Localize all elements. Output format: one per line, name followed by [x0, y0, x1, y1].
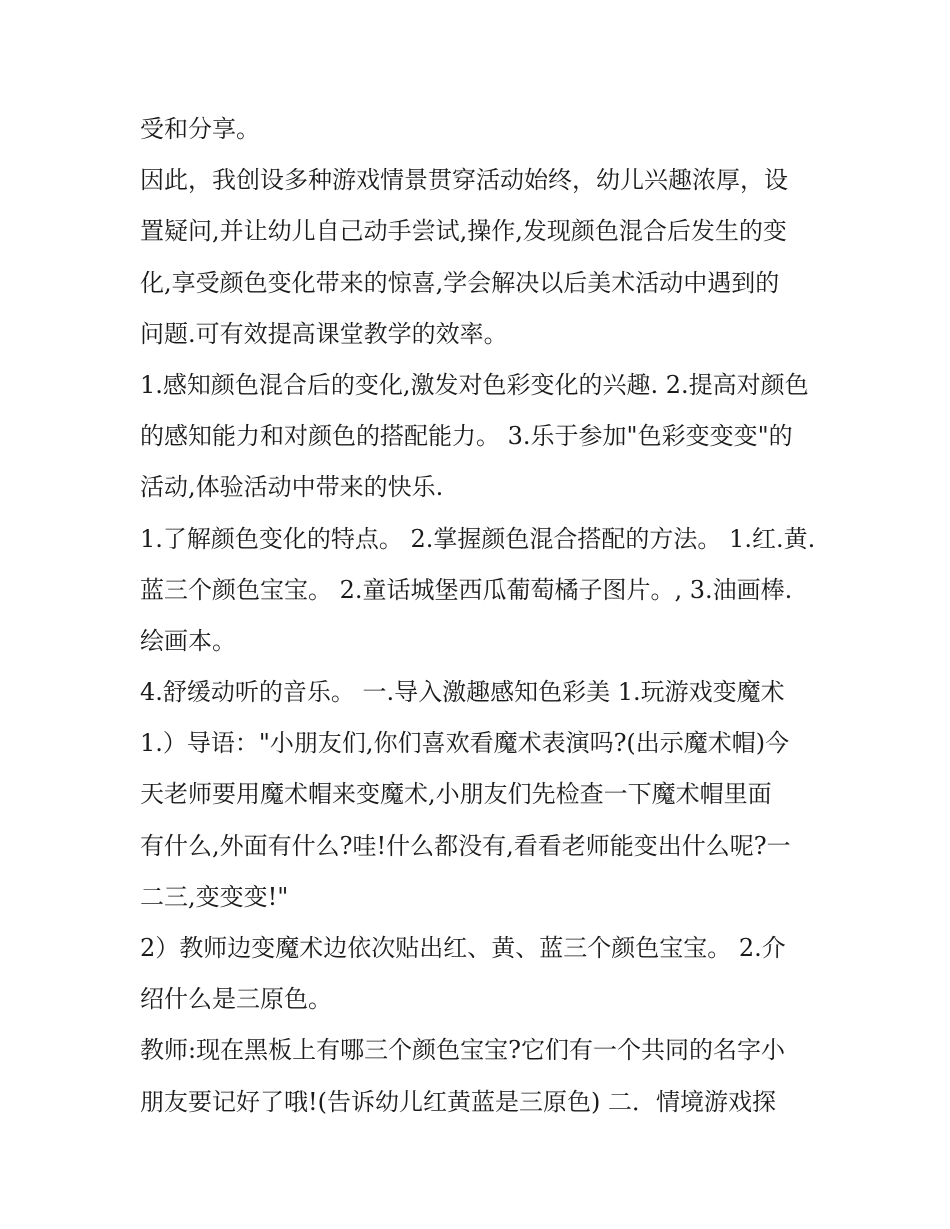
- text-line: 1.感知颜色混合后的变化,激发对色彩变化的兴趣. 2.提高对颜色: [140, 370, 809, 399]
- text-line: 1.了解颜色变化的特点。 2.掌握颜色混合搭配的方法。 1.红.黄.: [140, 524, 816, 553]
- text-line: 天老师要用魔术帽来变魔术,小朋友们先检查一下魔术帽里面: [140, 780, 772, 809]
- body-text: [140, 104, 820, 1128]
- text-line: 朋友要记好了哦!(告诉幼儿红黄蓝是三原色) 二．情境游戏探: [140, 1087, 776, 1116]
- text-line: 的感知能力和对颜色的搭配能力。 3.乐于参加"色彩变变变"的: [140, 422, 793, 451]
- text-line: 置疑问,并让幼儿自己动手尝试,操作,发现颜色混合后发生的变: [140, 217, 787, 246]
- text-line: 有什么,外面有什么?哇!什么都没有,看看老师能变出什么呢?一: [140, 831, 791, 860]
- text-line: 化,享受颜色变化带来的惊喜,学会解决以后美术活动中遇到的: [140, 268, 780, 297]
- text-line: 问题.可有效提高课堂教学的效率。: [140, 319, 508, 348]
- text-line: 1.）导语："小朋友们,你们喜欢看魔术表演吗?(出示魔术帽)今: [140, 729, 790, 758]
- text-line: 二三,变变变!": [140, 882, 289, 911]
- text-line: 活动,体验活动中带来的快乐.: [140, 473, 444, 502]
- text-line: 教师:现在黑板上有哪三个颜色宝宝?它们有一个共同的名字小: [140, 1036, 785, 1065]
- text-line: 绘画本。: [140, 626, 236, 655]
- text-line: 因此，我创设多种游戏情景贯穿活动始终，幼儿兴趣浓厚，设: [140, 166, 788, 195]
- text-line: 绍什么是三原色。: [140, 985, 332, 1014]
- text-line: 2）教师边变魔术边依次贴出红、黄、蓝三个颜色宝宝。 2.介: [140, 934, 786, 962]
- text-line: 蓝三个颜色宝宝。 2.童话城堡西瓜葡萄橘子图片。, 3.油画棒.: [140, 575, 793, 604]
- text-line: 4.舒缓动听的音乐。 一.导入激趣感知色彩美 1.玩游戏变魔术: [140, 678, 785, 707]
- text-line: 受和分享。: [140, 115, 260, 143]
